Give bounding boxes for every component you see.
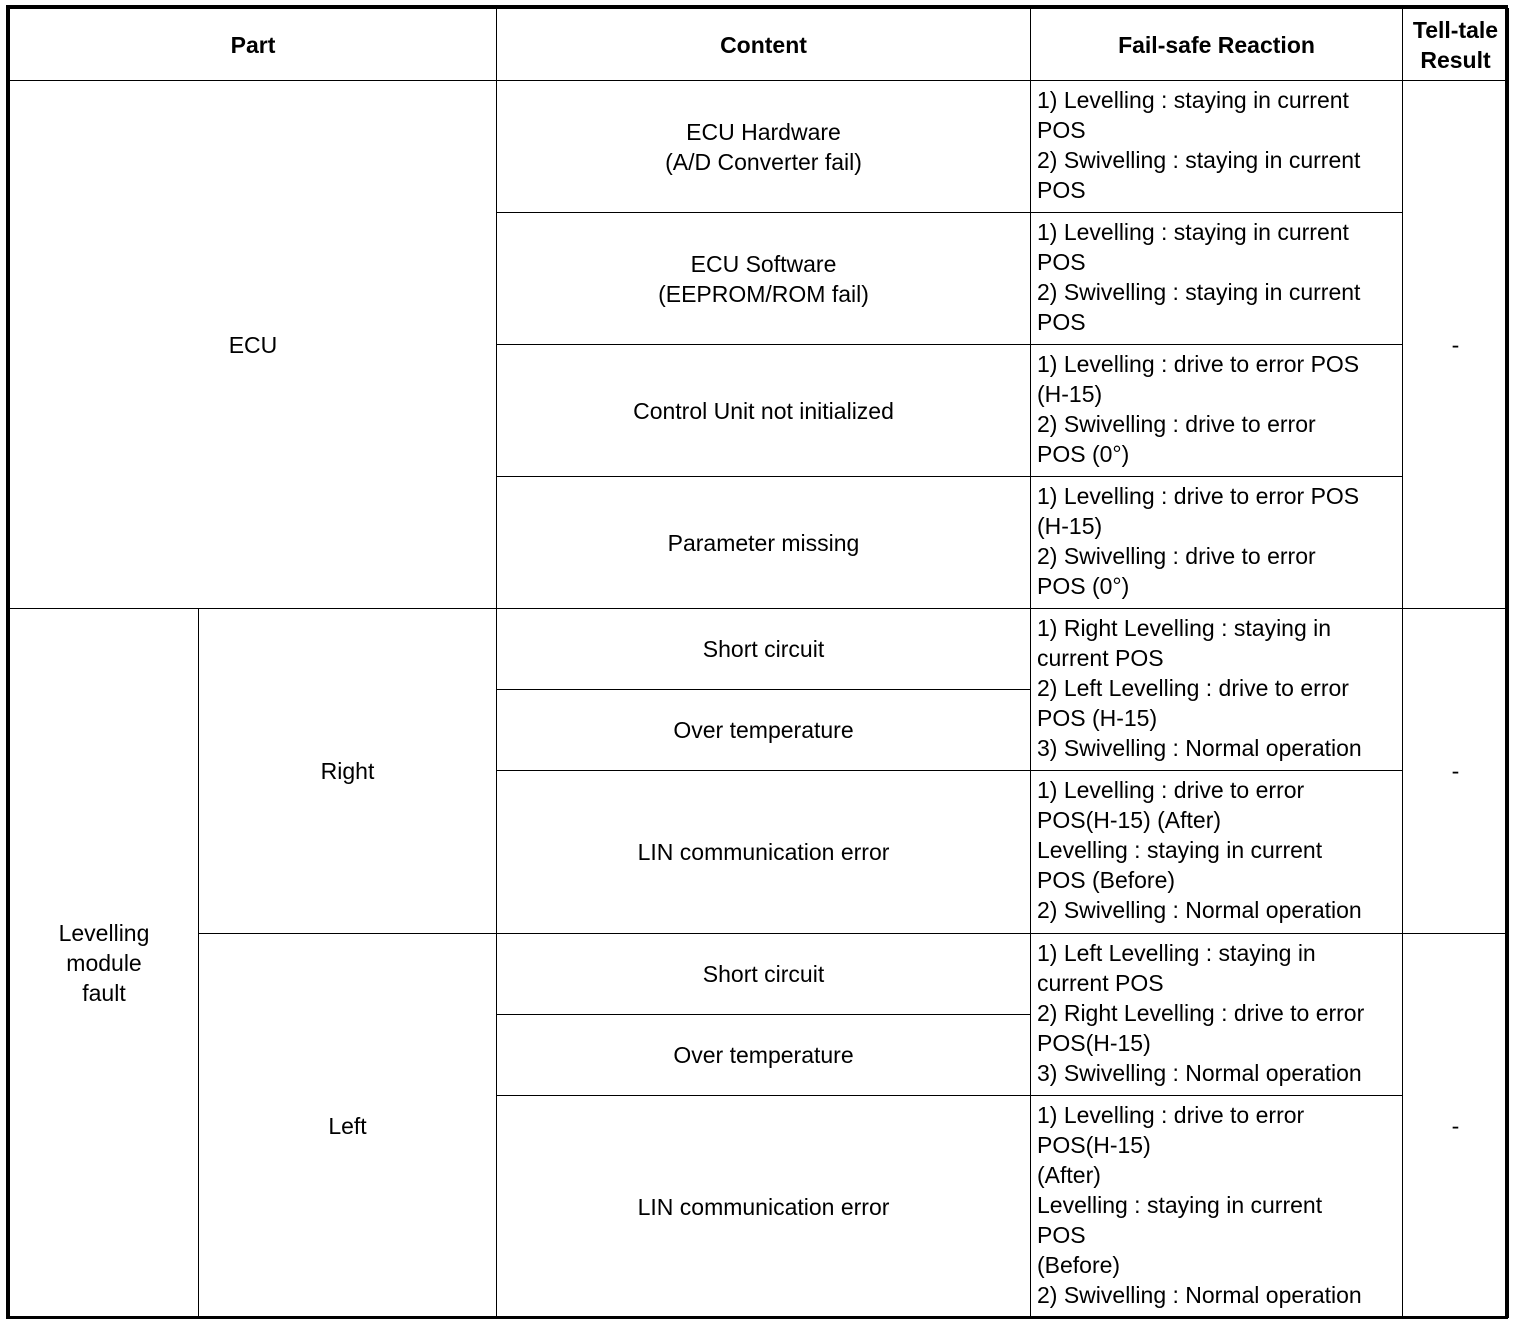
reaction-line: 2) Swivelling : drive to error: [1037, 543, 1316, 569]
content-line: (A/D Converter fail): [665, 148, 862, 175]
reaction-line: POS(H-15): [1037, 1132, 1151, 1158]
header-telltale: [1403, 9, 1509, 81]
reaction-line: (H-15): [1037, 381, 1103, 407]
reaction-line: POS(H-15): [1037, 1030, 1151, 1056]
reaction-cell: [1031, 609, 1403, 771]
reaction-line: (After): [1037, 1162, 1101, 1188]
content-cell: Over temperature: [497, 1015, 1031, 1096]
reaction-line: 1) Levelling : staying in current: [1037, 87, 1349, 113]
right-telltale-cell: -: [1403, 609, 1509, 934]
reaction-cell: [1031, 213, 1403, 345]
ecu-part-cell: ECU: [10, 81, 497, 609]
content-line: Control Unit not initialized: [633, 397, 894, 424]
header-reaction: Fail-safe Reaction: [1031, 9, 1403, 81]
part-line: fault: [82, 980, 126, 1006]
content-cell: [497, 213, 1031, 345]
fail-safe-table: [9, 8, 1509, 1318]
reaction-line: 2) Swivelling : staying in current: [1037, 147, 1361, 173]
reaction-line: Levelling : staying in current: [1037, 1192, 1323, 1218]
reaction-line: POS(H-15) (After): [1037, 807, 1222, 833]
reaction-line: POS: [1037, 1222, 1086, 1248]
reaction-line: 1) Levelling : drive to error: [1037, 1102, 1305, 1128]
reaction-line: POS: [1037, 249, 1086, 275]
reaction-cell: [1031, 771, 1403, 934]
content-cell: LIN communication error: [497, 771, 1031, 934]
content-line: ECU Software: [690, 250, 837, 277]
reaction-line: POS: [1037, 117, 1086, 143]
levelling-part-cell: [10, 609, 199, 1318]
reaction-line: 1) Levelling : drive to error POS: [1037, 483, 1360, 509]
content-line: (EEPROM/ROM fail): [658, 280, 869, 307]
part-line: module: [66, 950, 142, 976]
content-cell: Short circuit: [497, 934, 1031, 1015]
reaction-line: 1) Levelling : drive to error: [1037, 777, 1305, 803]
content-cell: Over temperature: [497, 690, 1031, 771]
table-row: [10, 81, 1509, 213]
header-content: Content: [497, 9, 1031, 81]
reaction-line: 1) Levelling : staying in current: [1037, 219, 1349, 245]
reaction-line: (Before): [1037, 1252, 1121, 1278]
reaction-cell: [1031, 81, 1403, 213]
header-telltale-line: Result: [1420, 46, 1491, 73]
fail-safe-table-frame: [6, 5, 1508, 1319]
header-telltale-line: Tell-tale: [1412, 16, 1499, 43]
content-cell: [497, 477, 1031, 609]
reaction-line: 3) Swivelling : Normal operation: [1037, 735, 1362, 761]
reaction-line: 3) Swivelling : Normal operation: [1037, 1060, 1362, 1086]
table-row: [10, 934, 1509, 1015]
content-cell: [497, 345, 1031, 477]
reaction-line: 1) Left Levelling : staying in: [1037, 940, 1316, 966]
reaction-line: current POS: [1037, 970, 1164, 996]
left-telltale-cell: -: [1403, 934, 1509, 1318]
header-row: [10, 9, 1509, 81]
content-line: ECU Hardware: [686, 118, 841, 145]
reaction-line: 2) Swivelling : drive to error: [1037, 411, 1316, 437]
reaction-line: POS (0°): [1037, 573, 1130, 599]
reaction-line: POS (Before): [1037, 867, 1176, 893]
reaction-cell: [1031, 477, 1403, 609]
content-line: Parameter missing: [667, 529, 860, 556]
reaction-line: POS (H-15): [1037, 705, 1158, 731]
content-cell: LIN communication error: [497, 1096, 1031, 1318]
reaction-line: POS: [1037, 309, 1086, 335]
side-right-cell: Right: [199, 609, 497, 934]
reaction-line: 2) Right Levelling : drive to error: [1037, 1000, 1365, 1026]
reaction-line: current POS: [1037, 645, 1164, 671]
content-cell: [497, 81, 1031, 213]
table-row: [10, 609, 1509, 690]
reaction-line: POS (0°): [1037, 441, 1130, 467]
reaction-line: Levelling : staying in current: [1037, 837, 1323, 863]
reaction-line: (H-15): [1037, 513, 1103, 539]
ecu-telltale-cell: -: [1403, 81, 1509, 609]
reaction-cell: [1031, 934, 1403, 1096]
side-left-cell: Left: [199, 934, 497, 1318]
reaction-line: 2) Swivelling : Normal operation: [1037, 1282, 1362, 1308]
reaction-cell: [1031, 345, 1403, 477]
reaction-line: 1) Levelling : drive to error POS: [1037, 351, 1360, 377]
reaction-line: 2) Swivelling : Normal operation: [1037, 897, 1362, 923]
reaction-line: 2) Swivelling : staying in current: [1037, 279, 1361, 305]
reaction-cell: [1031, 1096, 1403, 1318]
reaction-line: 2) Left Levelling : drive to error: [1037, 675, 1349, 701]
header-part: Part: [10, 9, 497, 81]
part-line: Levelling: [58, 920, 150, 946]
content-cell: Short circuit: [497, 609, 1031, 690]
reaction-line: 1) Right Levelling : staying in: [1037, 615, 1332, 641]
reaction-line: POS: [1037, 177, 1086, 203]
